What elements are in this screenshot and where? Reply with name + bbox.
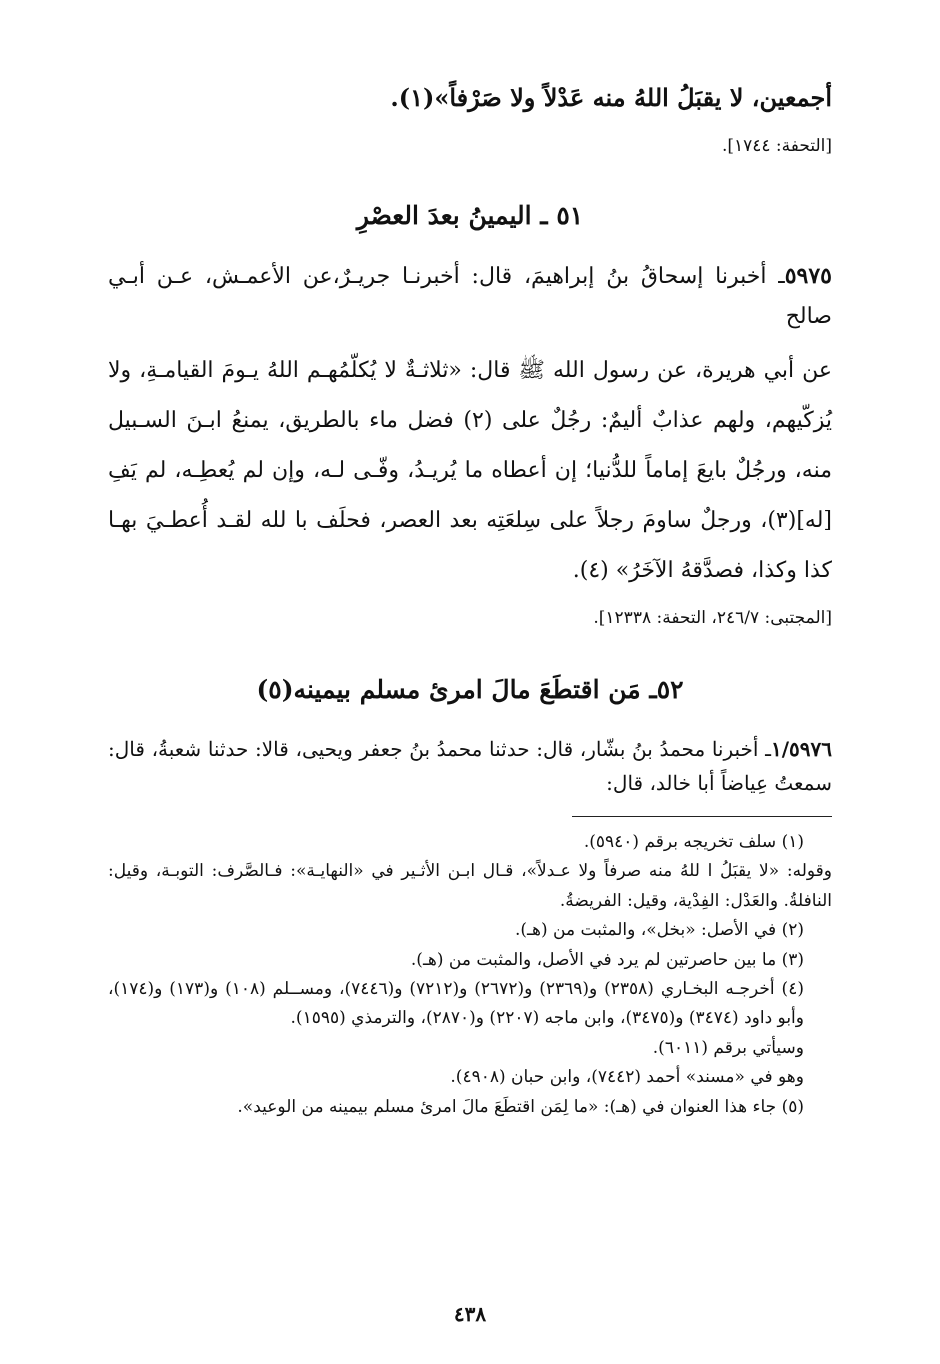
hadith-5975-text: عن أبي هريرة، عن رسول الله ﷺ قال: «ثلاثـةٌ لا يُكلّمُهـم اللهُ يـومَ القيامـةِ، ولا يُزكّيهم، ولهم عذابٌ أليمٌ: رجُلٌ على (٢) فضل ماء بالطريق، يمنعُ ابـنَ السـبيل منه، ورجُلٌ بايعَ إماماً للدُّنيا؛ إن أعطاه ما يُريـدُ، وفّـى لـه، وإن لم يُعطِـه، لم يَفِ [له](٣)، ورجلٌ ساومَ رجلاً على سِلعَتِه بعد العصر، فحلَف با لله لقـد أُعطـيَ بهـا كذا وكذا، فصدَّقهُ الآخَرُ» (٤). xyxy=(108,358,833,583)
hadith-5976 xyxy=(108,732,832,800)
footnote-divider xyxy=(572,816,832,817)
continuation-line: أجمعين، لا يقبَلُ اللهُ منه عَدْلاً ولا صَرْفاً»(١). xyxy=(390,83,832,112)
footnote: (٥) جاء هذا العنوان في (هـ): «ما لِمَن اقتطَعَ مالَ امرئ مسلم بيمينه من الوعيد». xyxy=(237,1096,804,1117)
footnote: وسيأتي برقم (٦٠١١). xyxy=(652,1037,804,1058)
footnote: وهو في «مسند» أحمد (٧٤٤٢)، وابن حبان (٤٩٠٨). xyxy=(450,1067,804,1088)
hadith-number: ١/٥٩٧٦ xyxy=(770,737,832,761)
reference-mujtaba: [المجتبى: ٢٤٦/٧، التحفة: ١٢٣٣٨]. xyxy=(593,608,832,628)
footnote: (٤) أخرجـه البخـاري (٢٣٥٨) و(٢٣٦٩) و(٢٦٧٢) و(٧٢١٢) و(٧٤٤٦)، ومســلم (١٠٨) و(١٧٣) و(١٧٤)، وأبو داود (٣٤٧٤) و(٣٤٧٥)، وابن ماجه (٢٢٠٧) و(٢٨٧٠)، والترمذي (١٥٩٥). xyxy=(108,979,804,1029)
hadith-text: ـ أخبرنا محمدُ بنُ بشّار، قال: حدثنا محمدُ بنُ جعفر ويحيى، قالا: حدثنا شعبةُ، قال: سمعتُ عِياضاً أبا خالد، قال: xyxy=(108,737,832,795)
reference-tuhfa: [التحفة: ١٧٤٤]. xyxy=(721,136,832,156)
footnote: وقوله: «لا يقبَلُ ا للهُ منه صرفاً ولا عـدلاً»، قـال ابـن الأثـير في «النهايـة»: فـالصَّرف: التوبـة، وقيل: النافلةُ. والعَدْل: الفِدْية، وقيل: الفريضةُ. xyxy=(108,861,832,911)
hadith-5975-chain xyxy=(108,256,832,337)
page-number: ٤٣٨ xyxy=(453,1302,487,1326)
chapter-heading-51: ٥١ ـ اليمينُ بعدَ العصْرِ xyxy=(356,201,584,230)
hadith-number: ٥٩٧٥ xyxy=(784,263,832,289)
footnote: (٣) ما بين حاصرتين لم يرد في الأصل، والمثبت من (هـ). xyxy=(410,949,804,970)
hadith-chain-text: ـ أخبرنا إسحاقُ بنُ إبراهيمَ، قال: أخبرنـا جريـرٌ،عن الأعمـش، عـن أبـي صالح xyxy=(108,264,832,329)
chapter-heading-52: ٥٢ـ مَن اقتطَعَ مالَ امرئ مسلم بيمينه(٥) xyxy=(256,675,684,704)
footnote: (٢) في الأصل: «بخل»، والمثبت من (هـ). xyxy=(514,920,804,941)
footnote: (١) سلف تخريجه برقم (٥٩٤٠). xyxy=(583,832,804,852)
footnotes xyxy=(108,828,832,1122)
